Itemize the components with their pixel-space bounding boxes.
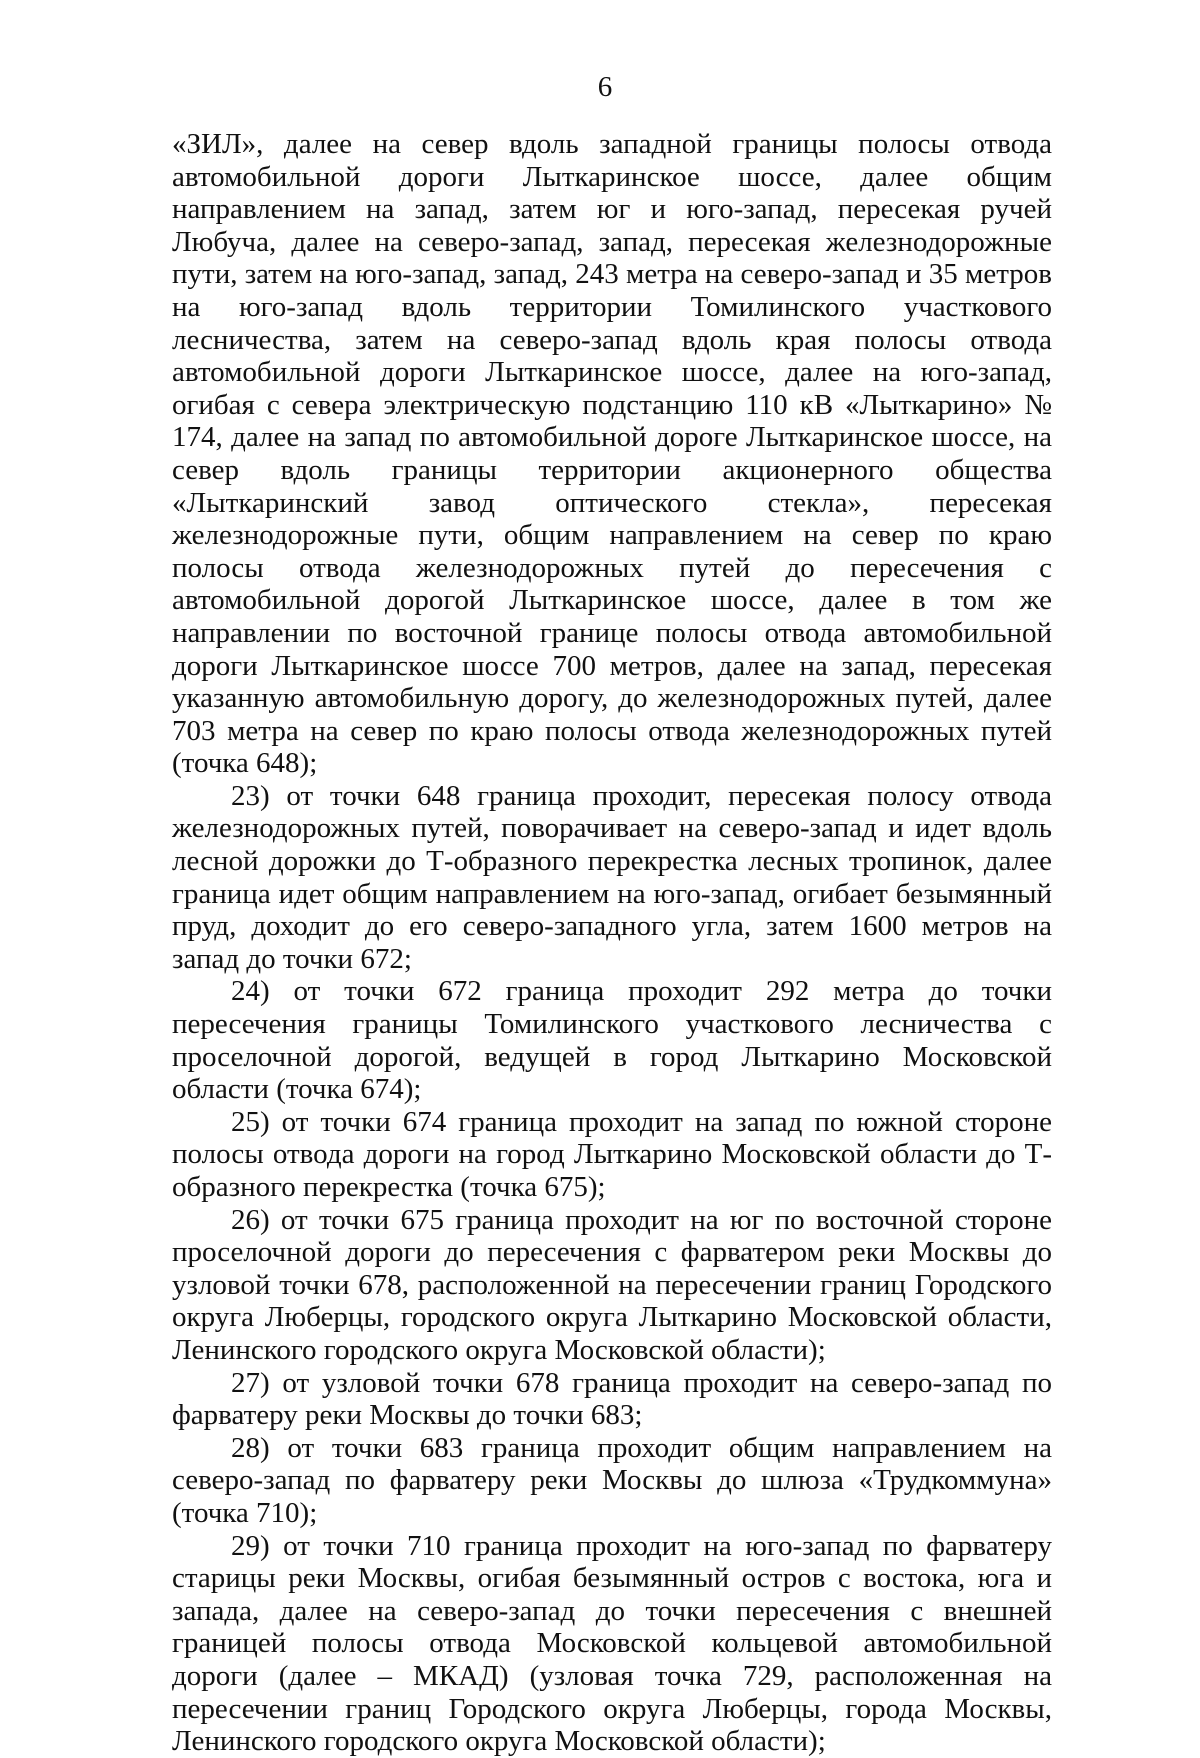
page-number: 6: [597, 71, 613, 103]
paragraph-item-23: 23) от точки 648 граница проходит, пересекая полосу отвода железнодорожных путей, поворачивает на северо-запад и идет вдоль лесной дорожки до Т-образного перекрестка лесных тропинок, далее граница идет общим направлением на юго-запад, огибает безымянный пруд, доходит до его северо-западного угла, затем 1600 метров на запад до точки 672;: [172, 779, 1052, 975]
document-body: [172, 128, 1052, 1758]
paragraph-item-29: 29) от точки 710 граница проходит на юго-запад по фарватеру старицы реки Москвы, огибая безымянный остров с востока, юга и запада, далее на северо-запад до точки пересечения с внешней границей полосы отвода Московской кольцевой автомобильной дороги (далее – МКАД) (узловая точка 729, расположенная на пересечении границ Городского округа Люберцы, города Москвы, Ленинского городского округа Московской области);: [172, 1529, 1052, 1758]
paragraph-item-25: 25) от точки 674 граница проходит на запад по южной стороне полосы отвода дороги на город Лыткарино Московской области до Т-образного перекрестка (точка 675);: [172, 1105, 1052, 1203]
paragraph-item-26: 26) от точки 675 граница проходит на юг по восточной стороне проселочной дороги до пересечения с фарватером реки Москвы до узловой точки 678, расположенной на пересечении границ Городского округа Люберцы, городского округа Лыткарино Московской области, Ленинского городского округа Московской области);: [172, 1203, 1052, 1366]
paragraph-item-28: 28) от точки 683 граница проходит общим направлением на северо-запад по фарватеру реки Москвы до шлюза «Трудкоммуна» (точка 710);: [172, 1431, 1052, 1529]
paragraph-item-27: 27) от узловой точки 678 граница проходит на северо-запад по фарватеру реки Москвы до точки 683;: [172, 1366, 1052, 1432]
paragraph-item-24: 24) от точки 672 граница проходит 292 метра до точки пересечения границы Томилинского участкового лесничества с проселочной дорогой, ведущей в город Лыткарино Московской области (точка 674);: [172, 975, 1052, 1106]
paragraph-continuation: «ЗИЛ», далее на север вдоль западной границы полосы отвода автомобильной дороги Лыткаринское шоссе, далее общим направлением на запад, затем юг и юго-запад, пересекая ручей Любуча, далее на северо-запад, запад, пересекая железнодорожные пути, затем на юго-запад, запад, 243 метра на северо-запад и 35 метров на юго-запад вдоль территории Томилинского участкового лесничества, затем на северо-запад вдоль края полосы отвода автомобильной дороги Лыткаринское шоссе, далее на юго-запад, огибая с севера электрическую подстанцию 110 кВ «Лыткарино» № 174, далее на запад по автомобильной дороге Лыткаринское шоссе, на север вдоль границы территории акционерного общества «Лыткаринский завод оптического стекла», пересекая железнодорожные пути, общим направлением на север по краю полосы отвода железнодорожных путей до пересечения с автомобильной дорогой Лыткаринское шоссе, далее в том же направлении по восточной границе полосы отвода автомобильной дороги Лыткаринское шоссе 700 метров, далее на запад, пересекая указанную автомобильную дорогу, до железнодорожных путей, далее 703 метра на север по краю полосы отвода железнодорожных путей (точка 648);: [172, 128, 1052, 780]
